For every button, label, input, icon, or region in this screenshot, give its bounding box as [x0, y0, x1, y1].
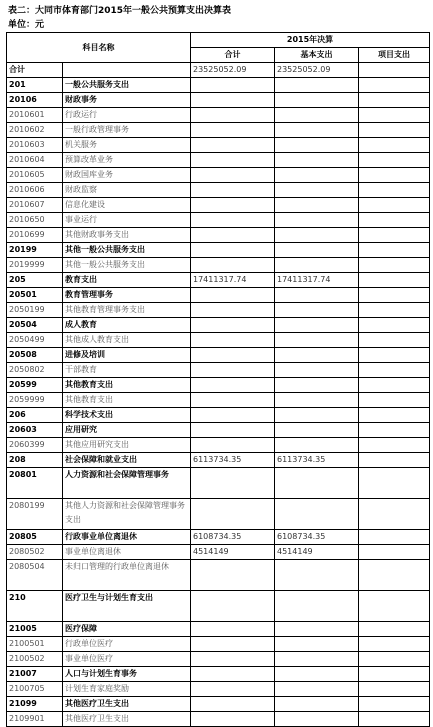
total-amount-cell: [191, 288, 275, 303]
project-amount-cell: [359, 408, 430, 423]
subject-name-cell: 教育管理事务: [63, 288, 191, 303]
basic-amount-cell: 6113734.35: [275, 453, 359, 468]
header-subject-name: 科目名称: [7, 33, 191, 63]
subject-name-cell: 其他医疗卫生支出: [63, 697, 191, 712]
project-amount-cell: [359, 228, 430, 243]
total-amount-cell: [191, 438, 275, 453]
basic-amount-cell: [275, 423, 359, 438]
project-amount-cell: [359, 198, 430, 213]
subject-code-cell: 2060399: [7, 438, 63, 453]
subject-code-cell: 2010601: [7, 108, 63, 123]
table-row: [7, 545, 430, 560]
total-amount-cell: [191, 468, 275, 499]
table-row: [7, 333, 430, 348]
subject-name-cell: 机关服务: [63, 138, 191, 153]
subject-name-cell: 科学技术支出: [63, 408, 191, 423]
table-row: [7, 408, 430, 423]
table-row: [7, 652, 430, 667]
total-amount-cell: [191, 622, 275, 637]
table-row: [7, 243, 430, 258]
basic-amount-cell: [275, 183, 359, 198]
subject-code-cell: 20805: [7, 530, 63, 545]
basic-amount-cell: [275, 468, 359, 499]
budget-table: [6, 32, 430, 727]
table-row: [7, 348, 430, 363]
project-amount-cell: [359, 333, 430, 348]
project-amount-cell: [359, 393, 430, 408]
subject-name-cell: 社会保障和就业支出: [63, 453, 191, 468]
table-row: [7, 123, 430, 138]
subject-code-cell: 20106: [7, 93, 63, 108]
subject-code-cell: 205: [7, 273, 63, 288]
basic-amount-cell: [275, 393, 359, 408]
subject-name-cell: 医疗保障: [63, 622, 191, 637]
subject-name-cell: 其他教育支出: [63, 393, 191, 408]
total-amount-cell: [191, 637, 275, 652]
subject-code-cell: 20801: [7, 468, 63, 499]
table-row: [7, 468, 430, 499]
subject-code-cell: 208: [7, 453, 63, 468]
table-row: [7, 318, 430, 333]
subject-code-cell: 合计: [7, 63, 63, 78]
basic-amount-cell: 4514149: [275, 545, 359, 560]
project-amount-cell: [359, 213, 430, 228]
subject-name-cell: 计划生育家庭奖励: [63, 682, 191, 697]
subject-name-cell: 成人教育: [63, 318, 191, 333]
basic-amount-cell: [275, 168, 359, 183]
subject-code-cell: 20501: [7, 288, 63, 303]
subject-name-cell: 其他医疗卫生支出: [63, 712, 191, 727]
basic-amount-cell: [275, 378, 359, 393]
subject-name-cell: 其他教育管理事务支出: [63, 303, 191, 318]
total-amount-cell: [191, 682, 275, 697]
total-amount-cell: [191, 393, 275, 408]
project-amount-cell: [359, 63, 430, 78]
header-project: 项目支出: [359, 48, 430, 63]
basic-amount-cell: [275, 637, 359, 652]
subject-code-cell: 20508: [7, 348, 63, 363]
subject-name-cell: 事业单位医疗: [63, 652, 191, 667]
total-amount-cell: [191, 138, 275, 153]
subject-code-cell: 2010602: [7, 123, 63, 138]
subject-code-cell: 21005: [7, 622, 63, 637]
basic-amount-cell: [275, 228, 359, 243]
total-amount-cell: 17411317.74: [191, 273, 275, 288]
basic-amount-cell: [275, 697, 359, 712]
subject-name-cell: 一般行政管理事务: [63, 123, 191, 138]
basic-amount-cell: 23525052.09: [275, 63, 359, 78]
subject-name-cell: 教育支出: [63, 273, 191, 288]
project-amount-cell: [359, 78, 430, 93]
unit-label: 单位：元: [8, 20, 45, 30]
table-row: [7, 682, 430, 697]
project-amount-cell: [359, 153, 430, 168]
table-row: [7, 78, 430, 93]
subject-name-cell: 一般公共服务支出: [63, 78, 191, 93]
subject-code-cell: 2080502: [7, 545, 63, 560]
subject-name-cell: 其他应用研究支出: [63, 438, 191, 453]
project-amount-cell: [359, 468, 430, 499]
total-amount-cell: [191, 591, 275, 622]
basic-amount-cell: [275, 682, 359, 697]
subject-name-cell: 事业单位离退休: [63, 545, 191, 560]
table-title: 表二：大同市体育部门2015年一般公共预算支出决算表: [8, 6, 232, 16]
basic-amount-cell: [275, 667, 359, 682]
subject-code-cell: 21007: [7, 667, 63, 682]
basic-amount-cell: [275, 108, 359, 123]
project-amount-cell: [359, 138, 430, 153]
total-amount-cell: [191, 198, 275, 213]
basic-amount-cell: [275, 198, 359, 213]
project-amount-cell: [359, 622, 430, 637]
subject-code-cell: 2010604: [7, 153, 63, 168]
subject-name-cell: 其他一般公共服务支出: [63, 243, 191, 258]
project-amount-cell: [359, 123, 430, 138]
basic-amount-cell: [275, 153, 359, 168]
subject-code-cell: 20599: [7, 378, 63, 393]
subject-name-cell: 干部教育: [63, 363, 191, 378]
total-amount-cell: [191, 560, 275, 591]
table-row: [7, 213, 430, 228]
table-row: [7, 198, 430, 213]
basic-amount-cell: [275, 288, 359, 303]
total-amount-cell: [191, 348, 275, 363]
basic-amount-cell: [275, 622, 359, 637]
total-amount-cell: 6108734.35: [191, 530, 275, 545]
subject-code-cell: 2050802: [7, 363, 63, 378]
subject-name-cell: 其他财政事务支出: [63, 228, 191, 243]
subject-name-cell: 人口与计划生育事务: [63, 667, 191, 682]
project-amount-cell: [359, 545, 430, 560]
table-row: [7, 288, 430, 303]
basic-amount-cell: [275, 318, 359, 333]
total-amount-cell: [191, 228, 275, 243]
project-amount-cell: [359, 288, 430, 303]
table-row: [7, 423, 430, 438]
total-amount-cell: [191, 378, 275, 393]
header-total: 合计: [191, 48, 275, 63]
table-row: [7, 138, 430, 153]
project-amount-cell: [359, 318, 430, 333]
total-amount-cell: [191, 408, 275, 423]
table-row: [7, 499, 430, 530]
total-amount-cell: [191, 168, 275, 183]
project-amount-cell: [359, 303, 430, 318]
table-row: [7, 622, 430, 637]
project-amount-cell: [359, 712, 430, 727]
subject-code-cell: 2010605: [7, 168, 63, 183]
basic-amount-cell: [275, 213, 359, 228]
basic-amount-cell: [275, 333, 359, 348]
total-amount-cell: 4514149: [191, 545, 275, 560]
table-row: [7, 530, 430, 545]
basic-amount-cell: [275, 123, 359, 138]
total-amount-cell: [191, 108, 275, 123]
table-row: [7, 453, 430, 468]
total-amount-cell: [191, 258, 275, 273]
project-amount-cell: [359, 243, 430, 258]
table-body: [7, 63, 430, 727]
basic-amount-cell: [275, 303, 359, 318]
total-amount-cell: [191, 363, 275, 378]
total-amount-cell: [191, 712, 275, 727]
subject-name-cell: 其他教育支出: [63, 378, 191, 393]
subject-code-cell: 2100501: [7, 637, 63, 652]
subject-code-cell: 2080504: [7, 560, 63, 591]
subject-name-cell: 进修及培训: [63, 348, 191, 363]
project-amount-cell: [359, 682, 430, 697]
total-amount-cell: [191, 652, 275, 667]
table-row: [7, 393, 430, 408]
project-amount-cell: [359, 637, 430, 652]
subject-code-cell: 201: [7, 78, 63, 93]
table-row: [7, 697, 430, 712]
subject-name-cell: 财政国库业务: [63, 168, 191, 183]
subject-name-cell: 其他人力资源和社会保障管理事务支出: [63, 499, 191, 530]
table-row: [7, 63, 430, 78]
subject-code-cell: 2100502: [7, 652, 63, 667]
basic-amount-cell: [275, 652, 359, 667]
subject-code-cell: 20603: [7, 423, 63, 438]
subject-name-cell: 其他一般公共服务支出: [63, 258, 191, 273]
project-amount-cell: [359, 183, 430, 198]
total-amount-cell: [191, 697, 275, 712]
total-amount-cell: [191, 667, 275, 682]
subject-name-cell: 信息化建设: [63, 198, 191, 213]
subject-code-cell: 20504: [7, 318, 63, 333]
total-amount-cell: [191, 78, 275, 93]
table-row: [7, 93, 430, 108]
table-row: [7, 560, 430, 591]
basic-amount-cell: [275, 712, 359, 727]
total-amount-cell: [191, 123, 275, 138]
subject-code-cell: 2010603: [7, 138, 63, 153]
total-amount-cell: [191, 318, 275, 333]
subject-code-cell: 2100705: [7, 682, 63, 697]
basic-amount-cell: [275, 138, 359, 153]
subject-name-cell: 财政事务: [63, 93, 191, 108]
subject-name-cell: 人力资源和社会保障管理事务: [63, 468, 191, 499]
table-row: [7, 667, 430, 682]
basic-amount-cell: [275, 560, 359, 591]
table-row: [7, 712, 430, 727]
total-amount-cell: [191, 303, 275, 318]
total-amount-cell: [191, 153, 275, 168]
project-amount-cell: [359, 667, 430, 682]
basic-amount-cell: [275, 78, 359, 93]
subject-code-cell: 2109901: [7, 712, 63, 727]
project-amount-cell: [359, 93, 430, 108]
subject-name-cell: 行政运行: [63, 108, 191, 123]
project-amount-cell: [359, 378, 430, 393]
subject-code-cell: 2050199: [7, 303, 63, 318]
basic-amount-cell: 6108734.35: [275, 530, 359, 545]
subject-name-cell: 财政监察: [63, 183, 191, 198]
table-row: [7, 363, 430, 378]
subject-code-cell: 20199: [7, 243, 63, 258]
table-row: [7, 378, 430, 393]
basic-amount-cell: [275, 243, 359, 258]
subject-code-cell: 2019999: [7, 258, 63, 273]
total-amount-cell: [191, 243, 275, 258]
project-amount-cell: [359, 652, 430, 667]
project-amount-cell: [359, 453, 430, 468]
header-year-group: 2015年决算: [191, 33, 430, 48]
table-row: [7, 303, 430, 318]
basic-amount-cell: [275, 408, 359, 423]
project-amount-cell: [359, 273, 430, 288]
subject-code-cell: 2010699: [7, 228, 63, 243]
header-basic: 基本支出: [275, 48, 359, 63]
basic-amount-cell: [275, 258, 359, 273]
table-row: [7, 438, 430, 453]
table-row: [7, 108, 430, 123]
basic-amount-cell: [275, 93, 359, 108]
subject-code-cell: 2010650: [7, 213, 63, 228]
subject-name-cell: 预算改革业务: [63, 153, 191, 168]
total-amount-cell: 6113734.35: [191, 453, 275, 468]
table-row: [7, 228, 430, 243]
total-amount-cell: [191, 183, 275, 198]
project-amount-cell: [359, 348, 430, 363]
total-amount-cell: [191, 213, 275, 228]
subject-name-cell: [63, 63, 191, 78]
subject-name-cell: 其他成人教育支出: [63, 333, 191, 348]
table-row: [7, 183, 430, 198]
subject-code-cell: 2080199: [7, 499, 63, 530]
project-amount-cell: [359, 499, 430, 530]
project-amount-cell: [359, 363, 430, 378]
table-row: [7, 273, 430, 288]
total-amount-cell: [191, 93, 275, 108]
project-amount-cell: [359, 530, 430, 545]
subject-name-cell: 应用研究: [63, 423, 191, 438]
total-amount-cell: [191, 423, 275, 438]
subject-name-cell: 行政事业单位离退休: [63, 530, 191, 545]
basic-amount-cell: [275, 363, 359, 378]
project-amount-cell: [359, 108, 430, 123]
table-row: [7, 258, 430, 273]
project-amount-cell: [359, 168, 430, 183]
table-row: [7, 168, 430, 183]
project-amount-cell: [359, 697, 430, 712]
table-row: [7, 637, 430, 652]
project-amount-cell: [359, 438, 430, 453]
subject-code-cell: 206: [7, 408, 63, 423]
subject-code-cell: 210: [7, 591, 63, 622]
basic-amount-cell: [275, 348, 359, 363]
subject-name-cell: 医疗卫生与计划生育支出: [63, 591, 191, 622]
subject-code-cell: 2050499: [7, 333, 63, 348]
basic-amount-cell: 17411317.74: [275, 273, 359, 288]
basic-amount-cell: [275, 591, 359, 622]
project-amount-cell: [359, 560, 430, 591]
subject-code-cell: 21099: [7, 697, 63, 712]
project-amount-cell: [359, 591, 430, 622]
project-amount-cell: [359, 258, 430, 273]
project-amount-cell: [359, 423, 430, 438]
table-row: [7, 153, 430, 168]
total-amount-cell: [191, 333, 275, 348]
subject-name-cell: 事业运行: [63, 213, 191, 228]
total-amount-cell: 23525052.09: [191, 63, 275, 78]
subject-name-cell: 未归口管理的行政单位离退休: [63, 560, 191, 591]
basic-amount-cell: [275, 499, 359, 530]
total-amount-cell: [191, 499, 275, 530]
subject-code-cell: 2010607: [7, 198, 63, 213]
table-row: [7, 591, 430, 622]
subject-code-cell: 2059999: [7, 393, 63, 408]
subject-name-cell: 行政单位医疗: [63, 637, 191, 652]
subject-code-cell: 2010606: [7, 183, 63, 198]
basic-amount-cell: [275, 438, 359, 453]
